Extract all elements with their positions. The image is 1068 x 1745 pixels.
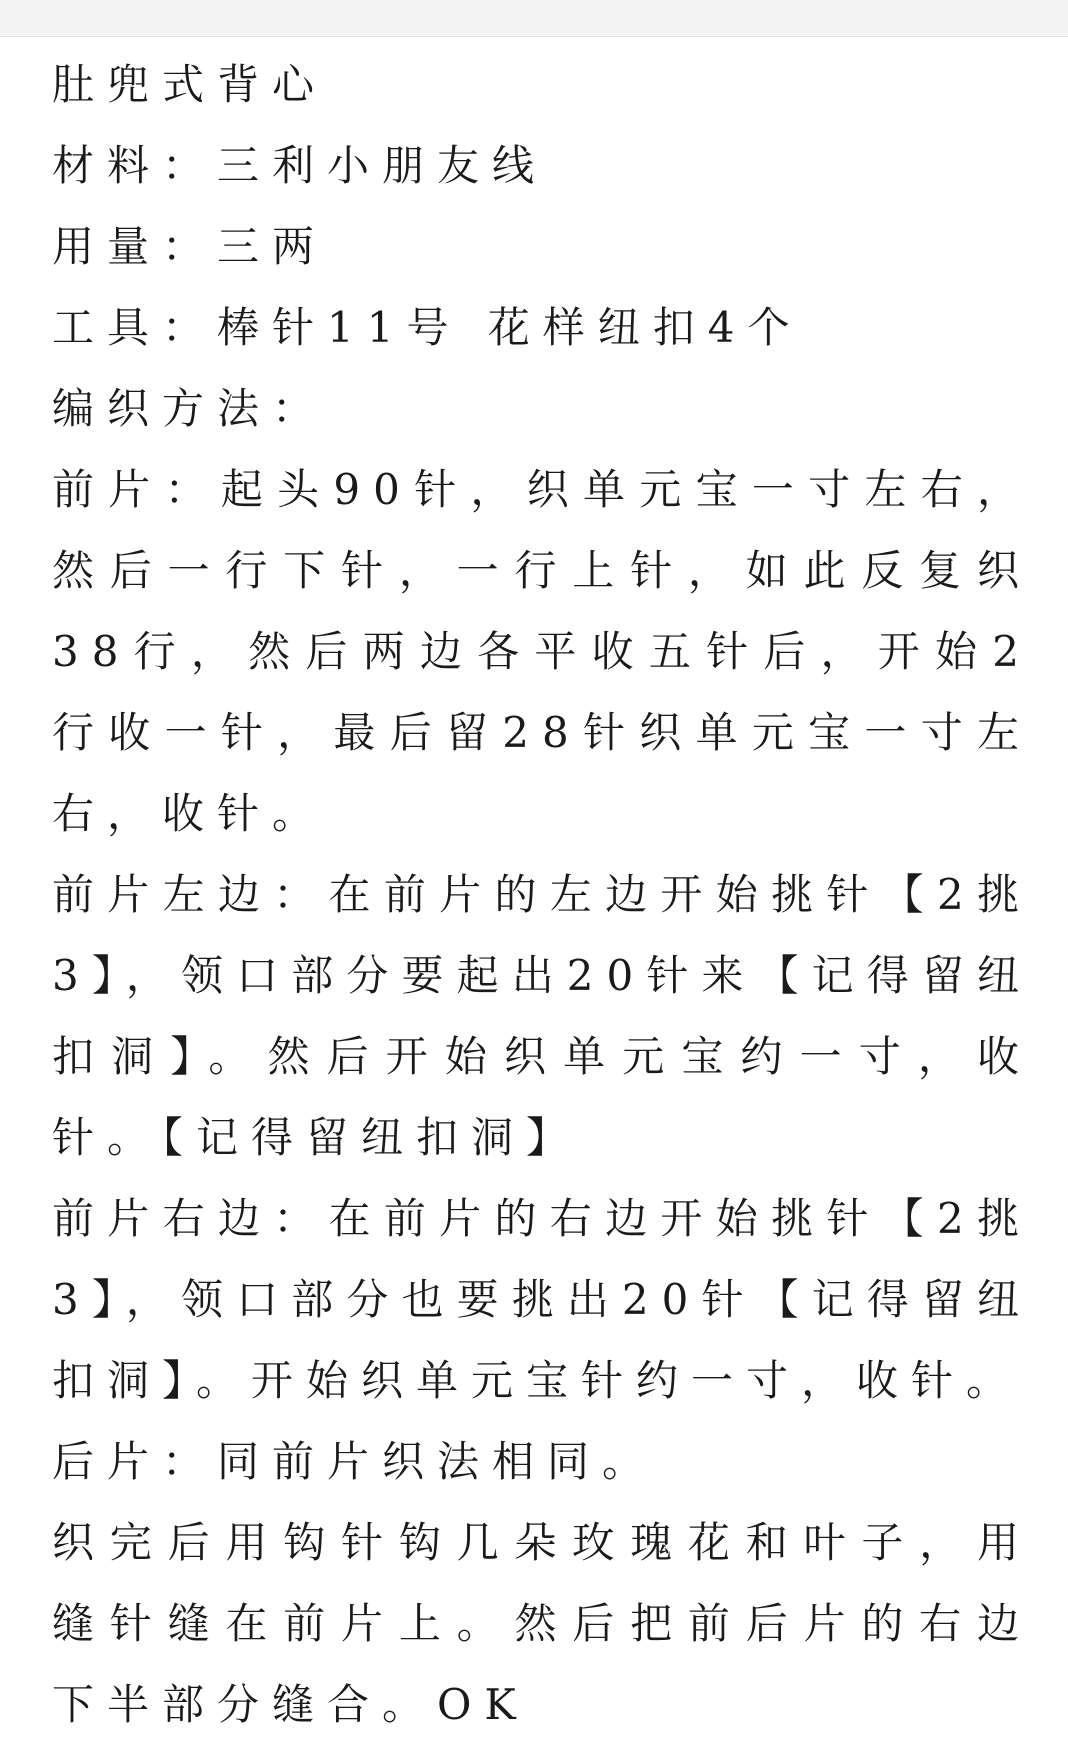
method-heading: 编织方法： xyxy=(52,384,328,433)
quantity-line: 用量：三两 xyxy=(52,222,328,271)
back-piece-paragraph: 后片：同前片织法相同。 xyxy=(52,1437,658,1486)
top-bar xyxy=(0,0,1068,37)
front-right-paragraph: 前片右边：在前片的右边开始挑针【2挑3】，领口部分也要挑出20针【记得留纽扣洞】。开始织单元宝针约一寸，收针。 xyxy=(52,1194,1032,1405)
tools-line: 工具：棒针11号 花样纽扣4个 xyxy=(52,303,803,352)
article-title: 肚兜式背心 xyxy=(52,60,328,109)
finishing-paragraph: 织完后用钩针钩几朵玫瑰花和叶子，用缝针缝在前片上。然后把前后片的右边下半部分缝合。OK xyxy=(52,1518,1032,1729)
materials-line: 材料：三利小朋友线 xyxy=(52,141,548,190)
front-left-paragraph: 前片左边：在前片的左边开始挑针【2挑3】，领口部分要起出20针来【记得留纽扣洞】。然后开始织单元宝约一寸，收针。【记得留纽扣洞】 xyxy=(52,870,1032,1162)
front-piece-paragraph: 前片：起头90针，织单元宝一寸左右，然后一行下针，一行上针，如此反复织38行，然后两边各平收五针后，开始2行收一针，最后留28针织单元宝一寸左右，收针。 xyxy=(52,465,1032,838)
article-body xyxy=(52,44,1032,1745)
